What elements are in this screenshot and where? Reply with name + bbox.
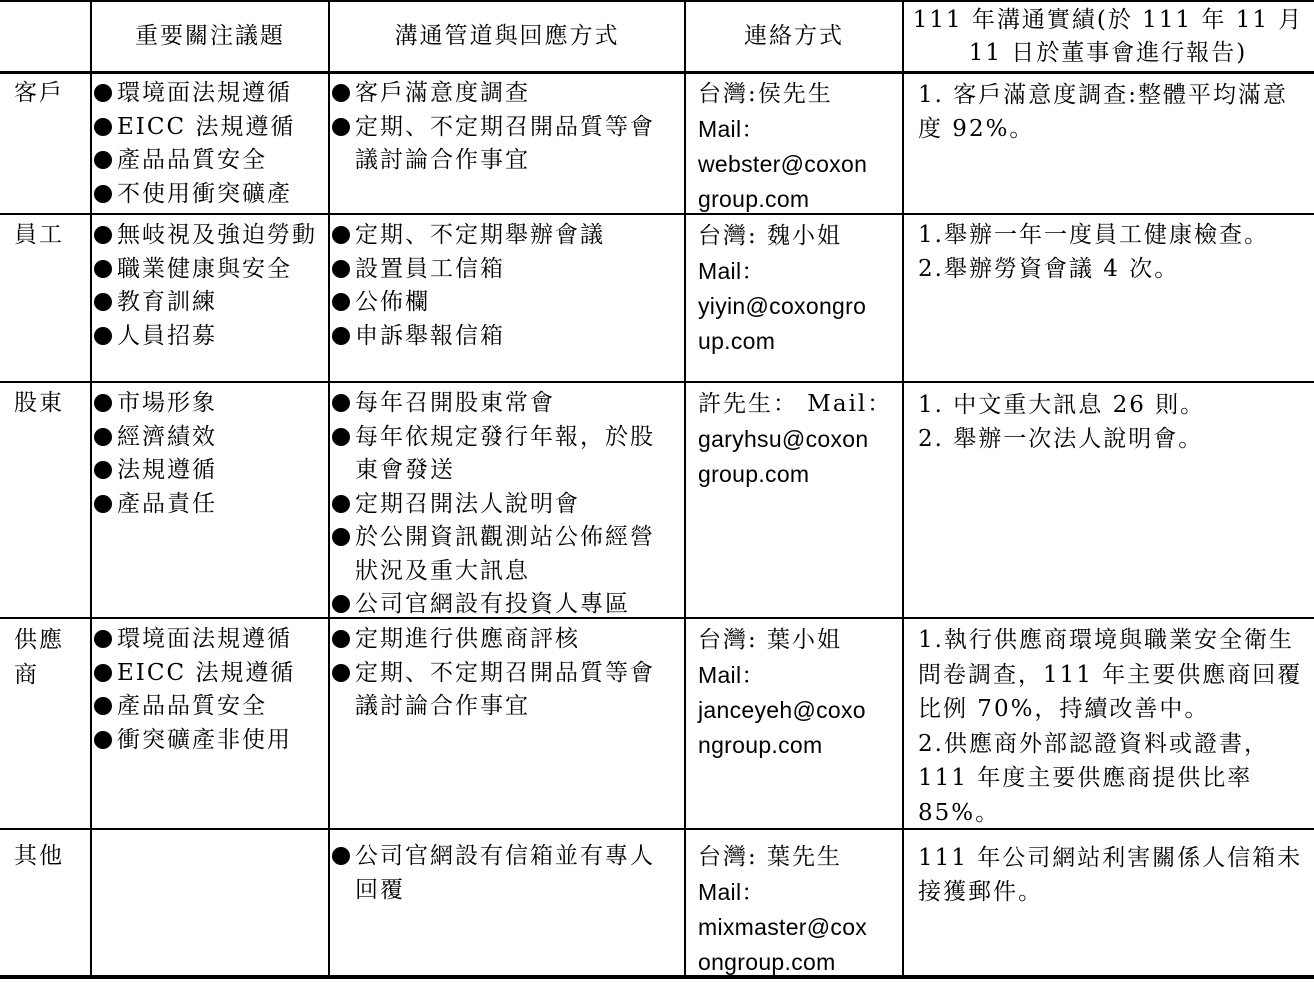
row-divider xyxy=(0,381,1314,383)
channel-item-text: 公司官網設有投資人專區 xyxy=(355,591,630,617)
channel-item xyxy=(332,387,678,421)
contact-cell xyxy=(698,387,898,492)
channel-item xyxy=(332,219,678,253)
achievements-cell xyxy=(918,79,1304,146)
issues-cell xyxy=(94,387,324,521)
achievements-cell xyxy=(918,389,1304,456)
channels-cell xyxy=(332,77,678,178)
channel-item xyxy=(332,521,678,588)
issue-item-text: 人員招募 xyxy=(117,322,217,349)
column-divider xyxy=(90,0,92,979)
contact-line: janceyeh@coxo xyxy=(698,697,866,723)
bullet-icon xyxy=(94,293,112,311)
contact-line: yiyin@coxongro xyxy=(698,293,867,319)
table-bottom-border xyxy=(0,975,1314,979)
channel-item-text: 定期進行供應商評核 xyxy=(355,626,580,652)
issues-cell xyxy=(94,623,324,757)
achievement-line: 1.舉辦一年一度員工健康檢查。 xyxy=(918,222,1269,248)
issue-item-text: 不使用衝突礦產 xyxy=(117,180,292,207)
bullet-icon xyxy=(94,226,112,244)
bullet-icon xyxy=(332,595,350,613)
channel-item-text: 申訴舉報信箱 xyxy=(355,322,505,349)
issue-item xyxy=(94,387,324,421)
header-issues: 重要關注議題 xyxy=(135,23,285,49)
contact-line: 台灣: 葉小姐 xyxy=(698,627,843,653)
bullet-icon xyxy=(94,327,112,345)
bullet-icon xyxy=(94,630,112,648)
achievement-line: 2.供應商外部認證資料或證書，111 年度主要供應商提供比率 85%。 xyxy=(918,730,1269,826)
issue-item-text: 無岐視及強迫勞動 xyxy=(117,222,317,248)
issue-item-text: 職業健康與安全 xyxy=(117,255,292,282)
issue-item xyxy=(94,488,324,522)
row-label-customer: 客戶 xyxy=(14,80,64,106)
issues-cell xyxy=(94,219,324,353)
channel-item xyxy=(332,588,678,622)
channel-item xyxy=(332,286,678,320)
contact-cell xyxy=(698,623,898,763)
row-label-shareholder: 股東 xyxy=(14,390,64,416)
channels-cell xyxy=(332,387,678,622)
bullet-icon xyxy=(332,327,350,345)
issue-item xyxy=(94,724,324,758)
issue-item xyxy=(94,144,324,178)
row-label-supplier: 供應商 xyxy=(14,627,64,688)
issue-item-text: EICC 法規遵循 xyxy=(117,113,296,140)
achievement-line: 2. 舉辦一次法人說明會。 xyxy=(918,425,1204,452)
contact-line: webster@coxon xyxy=(698,151,868,177)
bullet-icon xyxy=(94,664,112,682)
issue-item-text: 產品責任 xyxy=(117,490,217,517)
issue-item-text: 市場形象 xyxy=(117,390,217,416)
contact-line: Mail： xyxy=(698,662,765,688)
achievements-cell xyxy=(918,842,1304,909)
header-achievements: 111 年溝通實績(於 111 年 11 月 11 日於董事會進行報告) xyxy=(912,7,1304,66)
issue-item xyxy=(94,320,324,354)
bullet-icon xyxy=(94,428,112,446)
contact-line: Mail： xyxy=(698,258,765,284)
contact-line: 台灣:侯先生 xyxy=(698,81,833,107)
achievement-line: 2.舉辦勞資會議 4 次。 xyxy=(918,255,1180,282)
channel-item xyxy=(332,111,678,178)
achievement-line: 1.執行供應商環境與職業安全衛生問卷調查，111 年主要供應商回覆比例 70%，持續改善中。 xyxy=(918,627,1303,722)
contact-cell xyxy=(698,840,898,980)
issue-item xyxy=(94,690,324,724)
issue-item xyxy=(94,219,324,253)
contact-line: ngroup.com xyxy=(698,732,823,758)
channel-item-text: 定期、不定期召開品質等會議討論合作事宜 xyxy=(355,659,655,719)
issue-item xyxy=(94,77,324,111)
contact-line: Mail： xyxy=(698,116,765,142)
issue-item-text: 經濟績效 xyxy=(117,423,217,450)
issue-item xyxy=(94,286,324,320)
issue-item xyxy=(94,421,324,455)
bullet-icon xyxy=(94,697,112,715)
channel-item-text: 每年依規定發行年報，於股東會發送 xyxy=(355,423,655,483)
bullet-icon xyxy=(94,461,112,479)
bullet-icon xyxy=(332,495,350,513)
contact-line: garyhsu@coxon xyxy=(698,426,869,452)
contact-cell xyxy=(698,219,898,359)
channel-item xyxy=(332,488,678,522)
channel-item xyxy=(332,320,678,354)
bullet-icon xyxy=(94,394,112,412)
bullet-icon xyxy=(332,293,350,311)
bullet-icon xyxy=(94,151,112,169)
bullet-icon xyxy=(94,731,112,749)
table-top-border xyxy=(0,0,1314,2)
achievement-line: 1. 中文重大訊息 26 則。 xyxy=(918,392,1206,418)
contact-cell xyxy=(698,77,898,217)
contact-line: 台灣: 葉先生 xyxy=(698,844,843,870)
issue-item-text: EICC 法規遵循 xyxy=(117,659,296,686)
bullet-icon xyxy=(332,394,350,412)
issue-item-text: 法規遵循 xyxy=(117,457,217,483)
bullet-icon xyxy=(332,630,350,648)
column-divider xyxy=(684,0,686,979)
bullet-icon xyxy=(94,84,112,102)
bullet-icon xyxy=(332,226,350,244)
channels-cell xyxy=(332,623,678,724)
bullet-icon xyxy=(332,118,350,136)
column-divider xyxy=(902,0,904,979)
bullet-icon xyxy=(94,260,112,278)
bullet-icon xyxy=(332,84,350,102)
contact-line: Mail： xyxy=(698,879,765,905)
channel-item-text: 公佈欄 xyxy=(355,289,430,315)
bullet-icon xyxy=(332,260,350,278)
contact-line: ongroup.com xyxy=(698,949,836,975)
issue-item-text: 產品品質安全 xyxy=(117,147,267,173)
channel-item-text: 定期召開法人說明會 xyxy=(355,490,580,517)
issue-item-text: 環境面法規遵循 xyxy=(117,626,292,652)
channel-item-text: 定期、不定期舉辦會議 xyxy=(355,222,605,248)
channel-item-text: 公司官網設有信箱並有專人回覆 xyxy=(355,843,655,903)
bullet-icon xyxy=(94,185,112,203)
issues-cell xyxy=(94,77,324,211)
contact-line: 台灣: 魏小姐 xyxy=(698,223,843,249)
bullet-icon xyxy=(332,428,350,446)
issue-item xyxy=(94,178,324,212)
achievement-line: 111 年公司網站利害關係人信箱未接獲郵件。 xyxy=(918,845,1303,905)
channel-item xyxy=(332,840,678,907)
header-bottom-border xyxy=(0,71,1314,74)
issue-item xyxy=(94,454,324,488)
bullet-icon xyxy=(332,847,350,865)
channel-item-text: 於公開資訊觀測站公佈經營狀況及重大訊息 xyxy=(355,524,655,584)
row-divider xyxy=(0,213,1314,215)
contact-line: 許先生： Mail： xyxy=(698,391,893,417)
issue-item xyxy=(94,657,324,691)
issue-item-text: 衝突礦產非使用 xyxy=(117,726,292,753)
header-contact: 連絡方式 xyxy=(744,23,844,49)
channel-item xyxy=(332,657,678,724)
issue-item xyxy=(94,111,324,145)
column-divider xyxy=(328,0,330,979)
bullet-icon xyxy=(94,495,112,513)
issue-item xyxy=(94,623,324,657)
channel-item-text: 每年召開股東常會 xyxy=(355,390,555,416)
achievements-cell xyxy=(918,219,1304,286)
bullet-icon xyxy=(332,664,350,682)
achievements-cell xyxy=(918,623,1304,830)
issue-item xyxy=(94,253,324,287)
issue-item-text: 環境面法規遵循 xyxy=(117,80,292,106)
contact-line: mixmaster@cox xyxy=(698,914,868,940)
channel-item xyxy=(332,623,678,657)
contact-line: group.com xyxy=(698,186,810,212)
channels-cell xyxy=(332,219,678,353)
row-label-other: 其他 xyxy=(14,843,64,869)
channel-item xyxy=(332,421,678,488)
channel-item-text: 定期、不定期召開品質等會議討論合作事宜 xyxy=(355,113,655,173)
row-label-employee: 員工 xyxy=(14,222,64,248)
bullet-icon xyxy=(332,528,350,546)
header-channels: 溝通管道與回應方式 xyxy=(394,23,620,49)
channel-item-text: 設置員工信箱 xyxy=(355,255,505,282)
bullet-icon xyxy=(94,118,112,136)
channels-cell xyxy=(332,840,678,907)
contact-line: group.com xyxy=(698,461,810,487)
channel-item-text: 客戶滿意度調查 xyxy=(355,80,530,106)
issue-item-text: 產品品質安全 xyxy=(117,693,267,719)
channel-item xyxy=(332,253,678,287)
achievement-line: 1. 客戶滿意度調查:整體平均滿意度 92%。 xyxy=(918,82,1289,142)
contact-line: up.com xyxy=(698,328,776,354)
channel-item xyxy=(332,77,678,111)
issue-item-text: 教育訓練 xyxy=(117,289,217,315)
